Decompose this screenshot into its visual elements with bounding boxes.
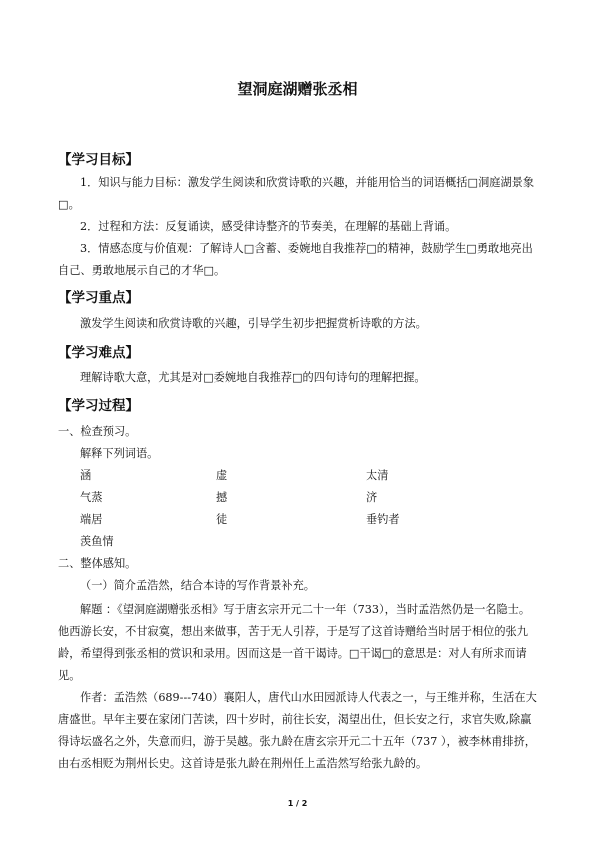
objectives-heading: 【学习目标】 — [58, 152, 139, 168]
difficulty-heading: 【学习难点】 — [58, 345, 139, 361]
vocab-word: 羡鱼情 — [80, 535, 114, 548]
vocab-word: 虚 — [216, 469, 228, 482]
perception-step: 二、整体感知。 — [58, 557, 137, 570]
page-title: 望洞庭湖赠张丞相 — [237, 80, 358, 98]
jieti-paragraph: 解题 ：《望洞庭湖赠张丞相》写于唐玄宗开元二十一年（733），当时孟浩然仍是一名隐士。他西游长安，不甘寂寞，想出来做事，苦于无人引荐，于是写了这首诗赠给当时居于相位的张九龄，希望得到张丞相的赏识和录用。因而这是一首干谒诗。□干谒□的意思是：对人有所求而请见。 — [58, 603, 531, 682]
preview-step: 一、检查预习。 — [58, 425, 137, 438]
author-paragraph: 作者：孟浩然（689---740）襄阳人，唐代山水田园派诗人代表之一，与王维并称，生活在大唐盛世。早年主要在家闭门苦读，四十岁时，前往长安，渴望出仕，但长安之行，求官失败,除赢得诗坛盛名之外，失意而归，游于吴越。张九龄在唐玄宗开元二十五年（737 ），被李林甫排挤，由右丞相贬为荆州长史。这首诗是张九龄在荆州任上孟浩然写给张九龄的。 — [58, 691, 537, 770]
vocab-word: 济 — [366, 491, 378, 504]
preview-instruction: 解释下列词语。 — [80, 447, 159, 460]
focus-text: 激发学生阅读和欣赏诗歌的兴趣，引导学生初步把握赏析诗歌的方法。 — [80, 317, 427, 330]
vocab-word: 气蒸 — [80, 491, 103, 504]
objective-3: 3．情感态度与价值观：了解诗人□含蓄、委婉地自我推荐□的精神，鼓励学生□勇敢地亮出自己、勇敢地展示自己的才华□。 — [58, 242, 533, 277]
perception-sub: （一）简介孟浩然，结合本诗的写作背景补充。 — [80, 579, 315, 592]
difficulty-text: 理解诗歌大意，尤其是对□委婉地自我推荐□的四句诗句的理解把握。 — [80, 371, 426, 384]
vocab-word: 端居 — [80, 513, 103, 526]
objective-2: 2．过程和方法：反复诵读，感受律诗整齐的节奏美，在理解的基础上背诵。 — [80, 220, 457, 233]
vocab-word: 太清 — [366, 469, 389, 482]
vocab-word: 撼 — [216, 491, 228, 504]
objective-1: 1．知识与能力目标：激发学生阅读和欣赏诗歌的兴趣，并能用恰当的词语概括□洞庭湖景象□。 — [58, 176, 535, 211]
vocab-word: 涵 — [80, 469, 92, 482]
focus-heading: 【学习重点】 — [58, 290, 139, 306]
vocab-word: 徒 — [216, 513, 228, 526]
page-number: 1 / 2 — [287, 799, 308, 808]
process-heading: 【学习过程】 — [58, 398, 139, 414]
vocab-word: 垂钓者 — [366, 513, 400, 526]
